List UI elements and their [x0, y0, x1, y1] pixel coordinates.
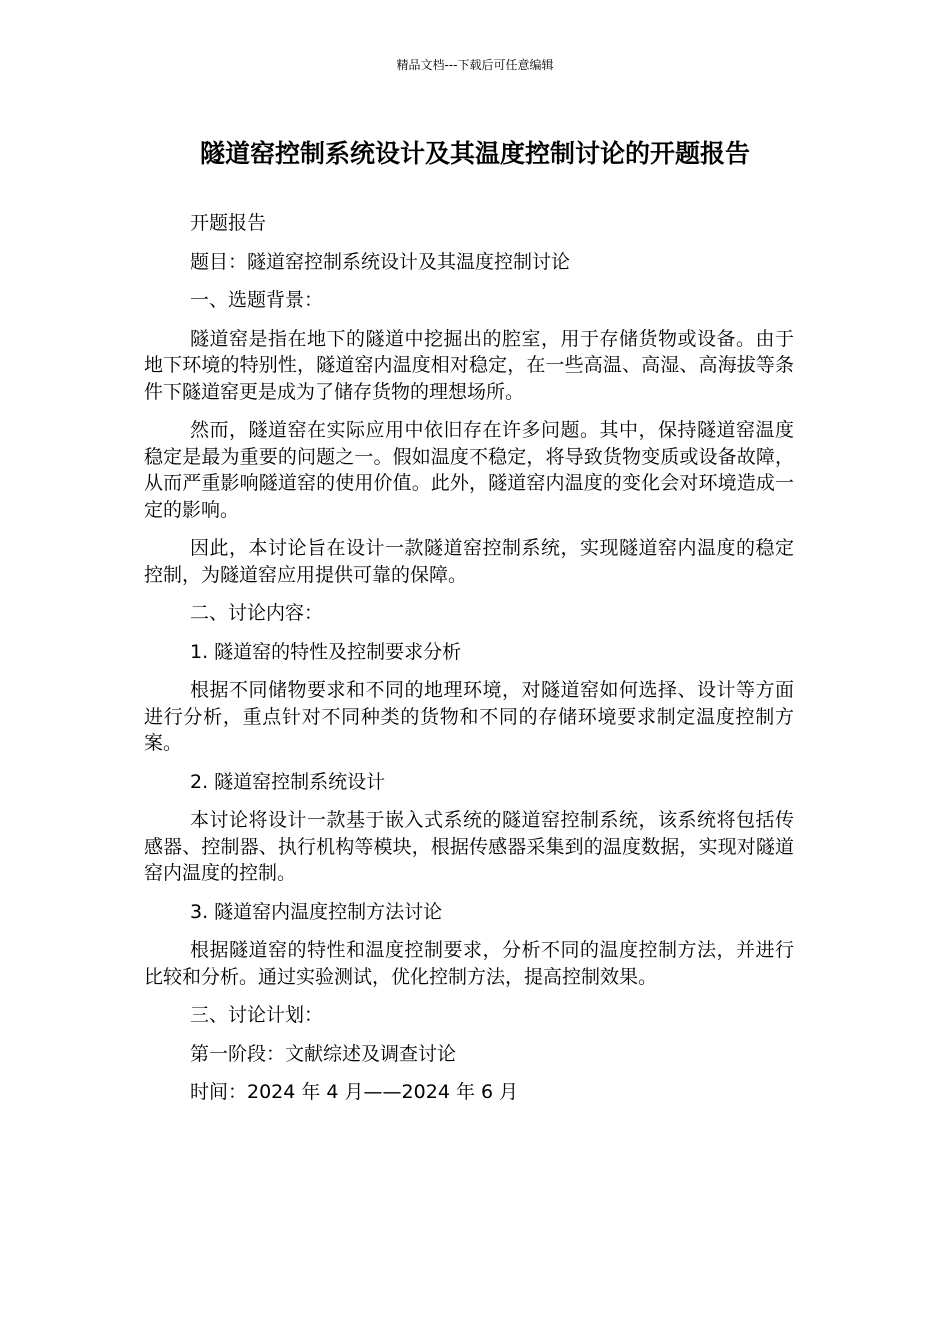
paragraph-background-2: 然而，隧道窑在实际应用中依旧存在许多问题。其中，保持隧道窑温度稳定是最为重要的问题之一。假如温度不稳定，将导致货物变质或设备故障，从而严重影响隧道窑的使用价值。此外，隧道窑内温度的变化会对环境造成一定的影响。	[144, 419, 794, 521]
paragraph-content-2: 本讨论将设计一款基于嵌入式系统的隧道窑控制系统，该系统将包括传感器、控制器、执行机构等模块，根据传感器采集到的温度数据，实现对隧道窑内温度的控制。	[144, 809, 794, 884]
document-title: 隧道窑控制系统设计及其温度控制讨论的开题报告	[199, 139, 750, 168]
subheading-content-3: 3. 隧道窑内温度控制方法讨论	[190, 900, 443, 923]
paragraph-content-1: 根据不同储物要求和不同的地理环境，对隧道窑如何选择、设计等方面进行分析，重点针对不同种类的货物和不同的存储环境要求制定温度控制方案。	[144, 679, 794, 754]
paragraph-content-3: 根据隧道窑的特性和温度控制要求，分析不同的温度控制方法，并进行比较和分析。通过实验测试，优化控制方法，提高控制效果。	[144, 939, 794, 988]
header-note: 精品文档---下载后可任意编辑	[396, 58, 554, 72]
paragraph-topic: 题目：隧道窑控制系统设计及其温度控制讨论	[190, 250, 571, 273]
subheading-content-1: 1. 隧道窑的特性及控制要求分析	[190, 640, 462, 663]
section-heading-plan: 三、讨论计划：	[190, 1004, 324, 1026]
paragraph-background-3: 因此，本讨论旨在设计一款隧道窑控制系统，实现隧道窑内温度的稳定控制，为隧道窑应用提供可靠的保障。	[144, 537, 794, 586]
paragraph-report-label: 开题报告	[190, 212, 267, 234]
section-heading-background: 一、选题背景：	[190, 289, 324, 311]
document-body	[144, 210, 794, 1118]
subheading-content-2: 2. 隧道窑控制系统设计	[190, 770, 386, 793]
paragraph-plan-time: 时间：2024 年 4 月——2024 年 6 月	[190, 1081, 519, 1103]
paragraph-background-1: 隧道窑是指在地下的隧道中挖掘出的腔室，用于存储货物或设备。由于地下环境的特别性，隧道窑内温度相对稳定，在一些高温、高湿、高海拔等条件下隧道窑更是成为了储存货物的理想场所。	[144, 327, 794, 403]
paragraph-plan-stage-1: 第一阶段：文献综述及调查讨论	[190, 1042, 457, 1065]
section-heading-content: 二、讨论内容：	[190, 602, 324, 624]
